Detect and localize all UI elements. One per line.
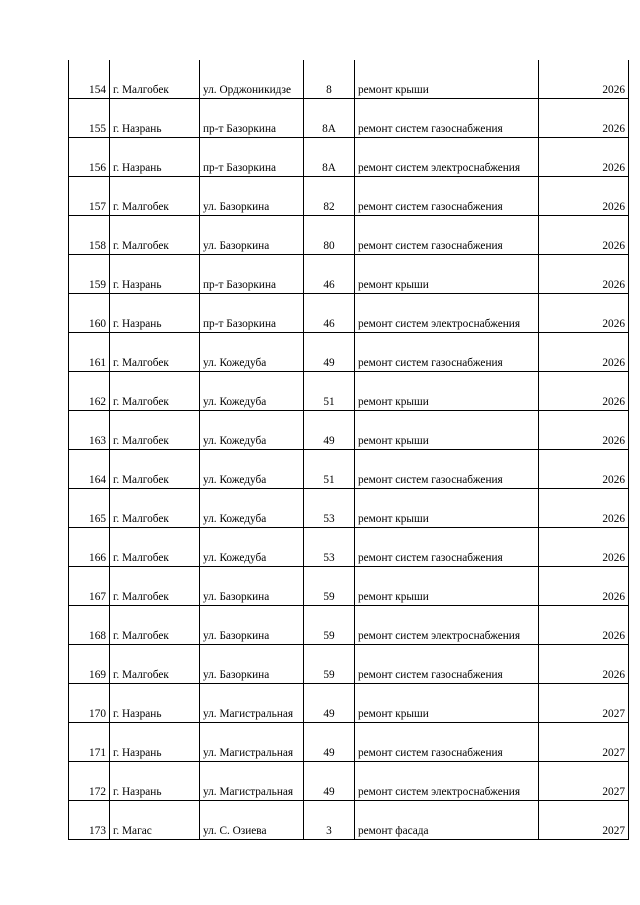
- house-number-cell: 80: [304, 216, 355, 255]
- street-cell: ул. Кожедуба: [200, 528, 304, 567]
- year-cell: 2026: [539, 645, 629, 684]
- street-cell: пр-т Базоркина: [200, 294, 304, 333]
- row-number: 170: [69, 684, 110, 723]
- house-number-cell: 3: [304, 801, 355, 840]
- city-cell: г. Малгобек: [110, 333, 200, 372]
- city-cell: г. Малгобек: [110, 60, 200, 99]
- table-row: [69, 801, 629, 840]
- table-row: [69, 723, 629, 762]
- year-cell: 2026: [539, 138, 629, 177]
- table-row: [69, 567, 629, 606]
- row-number: 157: [69, 177, 110, 216]
- house-number-cell: 51: [304, 372, 355, 411]
- repair-type-cell: ремонт крыши: [355, 567, 539, 606]
- house-number-cell: 8А: [304, 99, 355, 138]
- house-number-cell: 8: [304, 60, 355, 99]
- city-cell: г. Назрань: [110, 255, 200, 294]
- year-cell: 2026: [539, 606, 629, 645]
- house-number-cell: 49: [304, 333, 355, 372]
- year-cell: 2026: [539, 489, 629, 528]
- house-number-cell: 59: [304, 606, 355, 645]
- house-number-cell: 53: [304, 489, 355, 528]
- house-number-cell: 46: [304, 255, 355, 294]
- year-cell: 2027: [539, 762, 629, 801]
- city-cell: г. Назрань: [110, 723, 200, 762]
- city-cell: г. Магас: [110, 801, 200, 840]
- table-row: [69, 489, 629, 528]
- year-cell: 2026: [539, 60, 629, 99]
- year-cell: 2026: [539, 255, 629, 294]
- repair-type-cell: ремонт систем газоснабжения: [355, 99, 539, 138]
- table-row: [69, 450, 629, 489]
- repair-type-cell: ремонт систем газоснабжения: [355, 177, 539, 216]
- table-row: [69, 372, 629, 411]
- house-number-cell: 8А: [304, 138, 355, 177]
- table-row: [69, 333, 629, 372]
- street-cell: ул. Кожедуба: [200, 333, 304, 372]
- row-number: 162: [69, 372, 110, 411]
- table-row: [69, 60, 629, 99]
- street-cell: ул. Магистральная: [200, 723, 304, 762]
- repair-type-cell: ремонт систем газоснабжения: [355, 723, 539, 762]
- year-cell: 2026: [539, 216, 629, 255]
- repair-schedule-table: [68, 60, 629, 840]
- street-cell: пр-т Базоркина: [200, 255, 304, 294]
- row-number: 155: [69, 99, 110, 138]
- street-cell: ул. Магистральная: [200, 762, 304, 801]
- repair-type-cell: ремонт систем электроснабжения: [355, 294, 539, 333]
- row-number: 165: [69, 489, 110, 528]
- row-number: 160: [69, 294, 110, 333]
- city-cell: г. Малгобек: [110, 216, 200, 255]
- city-cell: г. Малгобек: [110, 372, 200, 411]
- house-number-cell: 53: [304, 528, 355, 567]
- row-number: 158: [69, 216, 110, 255]
- row-number: 163: [69, 411, 110, 450]
- table-row: [69, 216, 629, 255]
- street-cell: ул. Орджоникидзе: [200, 60, 304, 99]
- street-cell: ул. Базоркина: [200, 216, 304, 255]
- city-cell: г. Назрань: [110, 99, 200, 138]
- table-row: [69, 138, 629, 177]
- repair-type-cell: ремонт крыши: [355, 489, 539, 528]
- street-cell: пр-т Базоркина: [200, 99, 304, 138]
- row-number: 164: [69, 450, 110, 489]
- house-number-cell: 49: [304, 762, 355, 801]
- repair-type-cell: ремонт крыши: [355, 60, 539, 99]
- city-cell: г. Малгобек: [110, 411, 200, 450]
- year-cell: 2026: [539, 333, 629, 372]
- house-number-cell: 49: [304, 411, 355, 450]
- repair-type-cell: ремонт крыши: [355, 255, 539, 294]
- repair-type-cell: ремонт систем электроснабжения: [355, 138, 539, 177]
- year-cell: 2026: [539, 372, 629, 411]
- city-cell: г. Назрань: [110, 684, 200, 723]
- year-cell: 2026: [539, 528, 629, 567]
- row-number: 159: [69, 255, 110, 294]
- street-cell: ул. Базоркина: [200, 177, 304, 216]
- street-cell: ул. Кожедуба: [200, 372, 304, 411]
- year-cell: 2026: [539, 99, 629, 138]
- year-cell: 2026: [539, 411, 629, 450]
- row-number: 171: [69, 723, 110, 762]
- house-number-cell: 51: [304, 450, 355, 489]
- house-number-cell: 49: [304, 723, 355, 762]
- street-cell: ул. Кожедуба: [200, 489, 304, 528]
- street-cell: ул. Кожедуба: [200, 411, 304, 450]
- row-number: 156: [69, 138, 110, 177]
- year-cell: 2027: [539, 684, 629, 723]
- repair-type-cell: ремонт крыши: [355, 411, 539, 450]
- row-number: 169: [69, 645, 110, 684]
- house-number-cell: 46: [304, 294, 355, 333]
- house-number-cell: 59: [304, 645, 355, 684]
- city-cell: г. Назрань: [110, 138, 200, 177]
- repair-type-cell: ремонт крыши: [355, 684, 539, 723]
- city-cell: г. Малгобек: [110, 645, 200, 684]
- city-cell: г. Малгобек: [110, 177, 200, 216]
- table-row: [69, 684, 629, 723]
- city-cell: г. Малгобек: [110, 528, 200, 567]
- street-cell: ул. Магистральная: [200, 684, 304, 723]
- street-cell: ул. Базоркина: [200, 567, 304, 606]
- city-cell: г. Малгобек: [110, 567, 200, 606]
- repair-type-cell: ремонт систем электроснабжения: [355, 606, 539, 645]
- city-cell: г. Назрань: [110, 294, 200, 333]
- row-number: 161: [69, 333, 110, 372]
- house-number-cell: 49: [304, 684, 355, 723]
- table-row: [69, 177, 629, 216]
- repair-type-cell: ремонт систем газоснабжения: [355, 645, 539, 684]
- row-number: 172: [69, 762, 110, 801]
- street-cell: пр-т Базоркина: [200, 138, 304, 177]
- repair-type-cell: ремонт систем газоснабжения: [355, 333, 539, 372]
- street-cell: ул. С. Озиева: [200, 801, 304, 840]
- year-cell: 2026: [539, 177, 629, 216]
- city-cell: г. Малгобек: [110, 606, 200, 645]
- repair-type-cell: ремонт систем газоснабжения: [355, 528, 539, 567]
- year-cell: 2026: [539, 567, 629, 606]
- table-row: [69, 294, 629, 333]
- table-row: [69, 528, 629, 567]
- year-cell: 2026: [539, 294, 629, 333]
- table-row: [69, 645, 629, 684]
- table-row: [69, 762, 629, 801]
- year-cell: 2027: [539, 801, 629, 840]
- city-cell: г. Малгобек: [110, 489, 200, 528]
- street-cell: ул. Базоркина: [200, 645, 304, 684]
- house-number-cell: 59: [304, 567, 355, 606]
- repair-type-cell: ремонт систем газоснабжения: [355, 216, 539, 255]
- repair-type-cell: ремонт систем газоснабжения: [355, 450, 539, 489]
- table-body: [69, 60, 629, 840]
- city-cell: г. Малгобек: [110, 450, 200, 489]
- year-cell: 2027: [539, 723, 629, 762]
- table-row: [69, 255, 629, 294]
- year-cell: 2026: [539, 450, 629, 489]
- table-row: [69, 99, 629, 138]
- repair-type-cell: ремонт крыши: [355, 372, 539, 411]
- repair-type-cell: ремонт систем электроснабжения: [355, 762, 539, 801]
- street-cell: ул. Кожедуба: [200, 450, 304, 489]
- row-number: 167: [69, 567, 110, 606]
- row-number: 154: [69, 60, 110, 99]
- city-cell: г. Назрань: [110, 762, 200, 801]
- row-number: 173: [69, 801, 110, 840]
- row-number: 168: [69, 606, 110, 645]
- table-row: [69, 411, 629, 450]
- table-row: [69, 606, 629, 645]
- row-number: 166: [69, 528, 110, 567]
- house-number-cell: 82: [304, 177, 355, 216]
- repair-type-cell: ремонт фасада: [355, 801, 539, 840]
- street-cell: ул. Базоркина: [200, 606, 304, 645]
